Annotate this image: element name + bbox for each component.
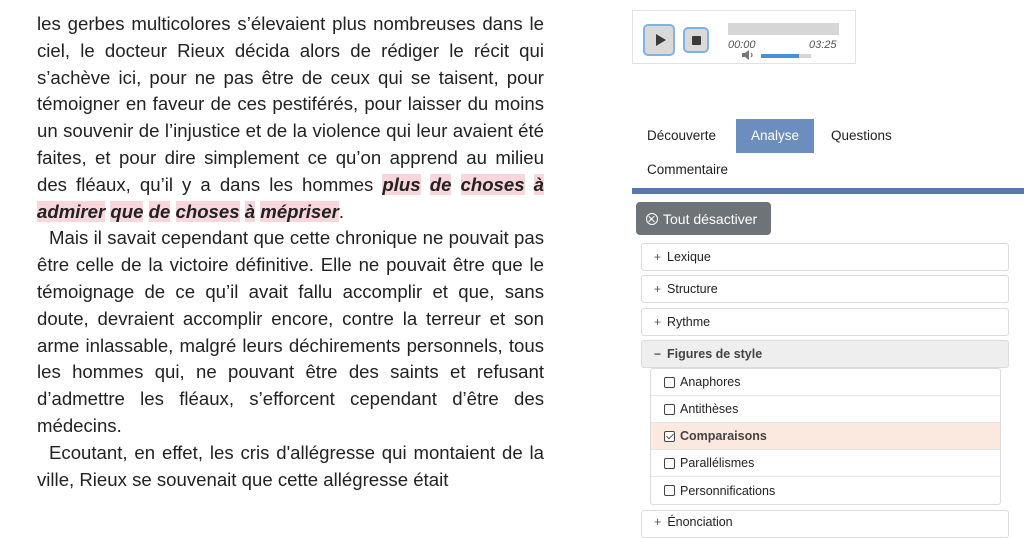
- figure-item-personnifications[interactable]: [651, 477, 1000, 504]
- volume-level: [761, 54, 799, 58]
- volume-icon[interactable]: [741, 49, 755, 61]
- accordion-label: Énonciation: [667, 515, 733, 529]
- highlighted-word[interactable]: mépriser: [260, 200, 339, 222]
- paragraph-3: Ecoutant, en effet, les cris d'allégresse qui montaient de la ville, Rieux se souvenait que cette allégresse était: [37, 441, 544, 490]
- play-button[interactable]: [643, 24, 675, 56]
- play-icon: [656, 34, 666, 46]
- figure-item-antitheses[interactable]: [651, 396, 1000, 423]
- checkbox[interactable]: [664, 377, 675, 388]
- highlighted-word[interactable]: de: [429, 173, 452, 195]
- total-time: 03:25: [809, 39, 837, 51]
- accordion-enonciation[interactable]: [641, 510, 1009, 538]
- figure-label: Antithèses: [680, 402, 739, 416]
- tab-analyse[interactable]: Analyse: [736, 119, 814, 153]
- accordion-structure[interactable]: [641, 275, 1009, 303]
- highlighted-word[interactable]: à: [533, 173, 544, 195]
- plus-icon: +: [654, 315, 662, 329]
- deactivate-all-button[interactable]: [636, 202, 771, 235]
- figure-label: Comparaisons: [680, 429, 767, 443]
- plus-icon: +: [654, 250, 662, 264]
- figures-list: [650, 368, 1001, 505]
- audio-player: [632, 10, 856, 64]
- accordion-label: Structure: [667, 282, 718, 296]
- reading-text: [37, 11, 544, 520]
- audio-progress-bar[interactable]: [728, 23, 839, 35]
- plus-icon: +: [654, 515, 662, 529]
- plus-icon: +: [654, 282, 662, 296]
- checkbox-checked[interactable]: [664, 431, 675, 442]
- current-time: 00:00: [728, 39, 756, 51]
- tab-bar: [632, 119, 1024, 190]
- figure-item-parallelismes[interactable]: [651, 450, 1000, 477]
- highlighted-word[interactable]: choses: [460, 173, 525, 195]
- paragraph-1-text: les gerbes multicolores s’élevaient plus nombreuses dans le ciel, le docteur Rieux décida alors de rédiger le récit qui s’achève ici, pour ne pas être de ceux qui se taisent, pour témoigner en faveur de ces pestiférés, pour laisser du moins un souvenir de l’injustice et de la violence qui leur avaient été faites, et pour dire simplement ce qu’on apprend au milieu des fléaux, qu’il y a dans les hommes: [37, 13, 544, 195]
- figure-item-comparaisons[interactable]: [651, 423, 1000, 450]
- paragraph-1: [37, 11, 544, 225]
- stop-icon: [692, 36, 701, 45]
- accordion-label: Figures de style: [667, 347, 763, 361]
- tab-questions[interactable]: Questions: [831, 128, 892, 143]
- volume-slider[interactable]: [761, 54, 811, 58]
- accordion-figures-de-style[interactable]: [641, 340, 1009, 368]
- accordion-lexique[interactable]: [641, 243, 1009, 271]
- stop-button[interactable]: [683, 27, 709, 53]
- highlighted-word[interactable]: que: [110, 200, 144, 222]
- figure-item-anaphores[interactable]: [651, 369, 1000, 396]
- deactivate-all-label: Tout désactiver: [663, 210, 758, 227]
- tab-decouverte[interactable]: Découverte: [647, 128, 717, 143]
- minus-icon: −: [654, 347, 662, 361]
- close-circle-icon: [646, 213, 658, 225]
- highlighted-word[interactable]: plus: [382, 173, 421, 195]
- accordion-label: Lexique: [667, 250, 711, 264]
- figure-label: Anaphores: [680, 375, 741, 389]
- paragraph-1-end: .: [338, 200, 345, 222]
- checkbox[interactable]: [664, 458, 675, 469]
- checkbox[interactable]: [664, 404, 675, 415]
- accordion-rythme[interactable]: [641, 308, 1009, 336]
- highlighted-word[interactable]: à: [244, 200, 256, 222]
- paragraph-2: Mais il savait cependant que cette chronique ne pouvait pas être celle de la victoire définitive. Elle ne pouvait être que le témoignage de ce qu’il avait fallu accomplir et que, sans doute, devraient accomplir encore, contre la terreur et son arme inlassable, malgré leurs déchirements personnels, tous les hommes qui, ne pouvant être des saints et refusant d’admettre les fléaux, s’efforcent cependant d’être des médecins.: [37, 227, 544, 436]
- figure-label: Personnifications: [680, 483, 776, 498]
- highlighted-word[interactable]: de: [148, 200, 171, 222]
- tab-commentaire[interactable]: Commentaire: [647, 162, 729, 177]
- highlighted-word[interactable]: admirer: [37, 200, 106, 222]
- tab-underline: [632, 188, 1024, 194]
- figure-label: Parallélismes: [680, 456, 755, 470]
- accordion-label: Rythme: [667, 315, 711, 329]
- highlighted-word[interactable]: choses: [175, 200, 240, 222]
- checkbox[interactable]: [664, 485, 675, 496]
